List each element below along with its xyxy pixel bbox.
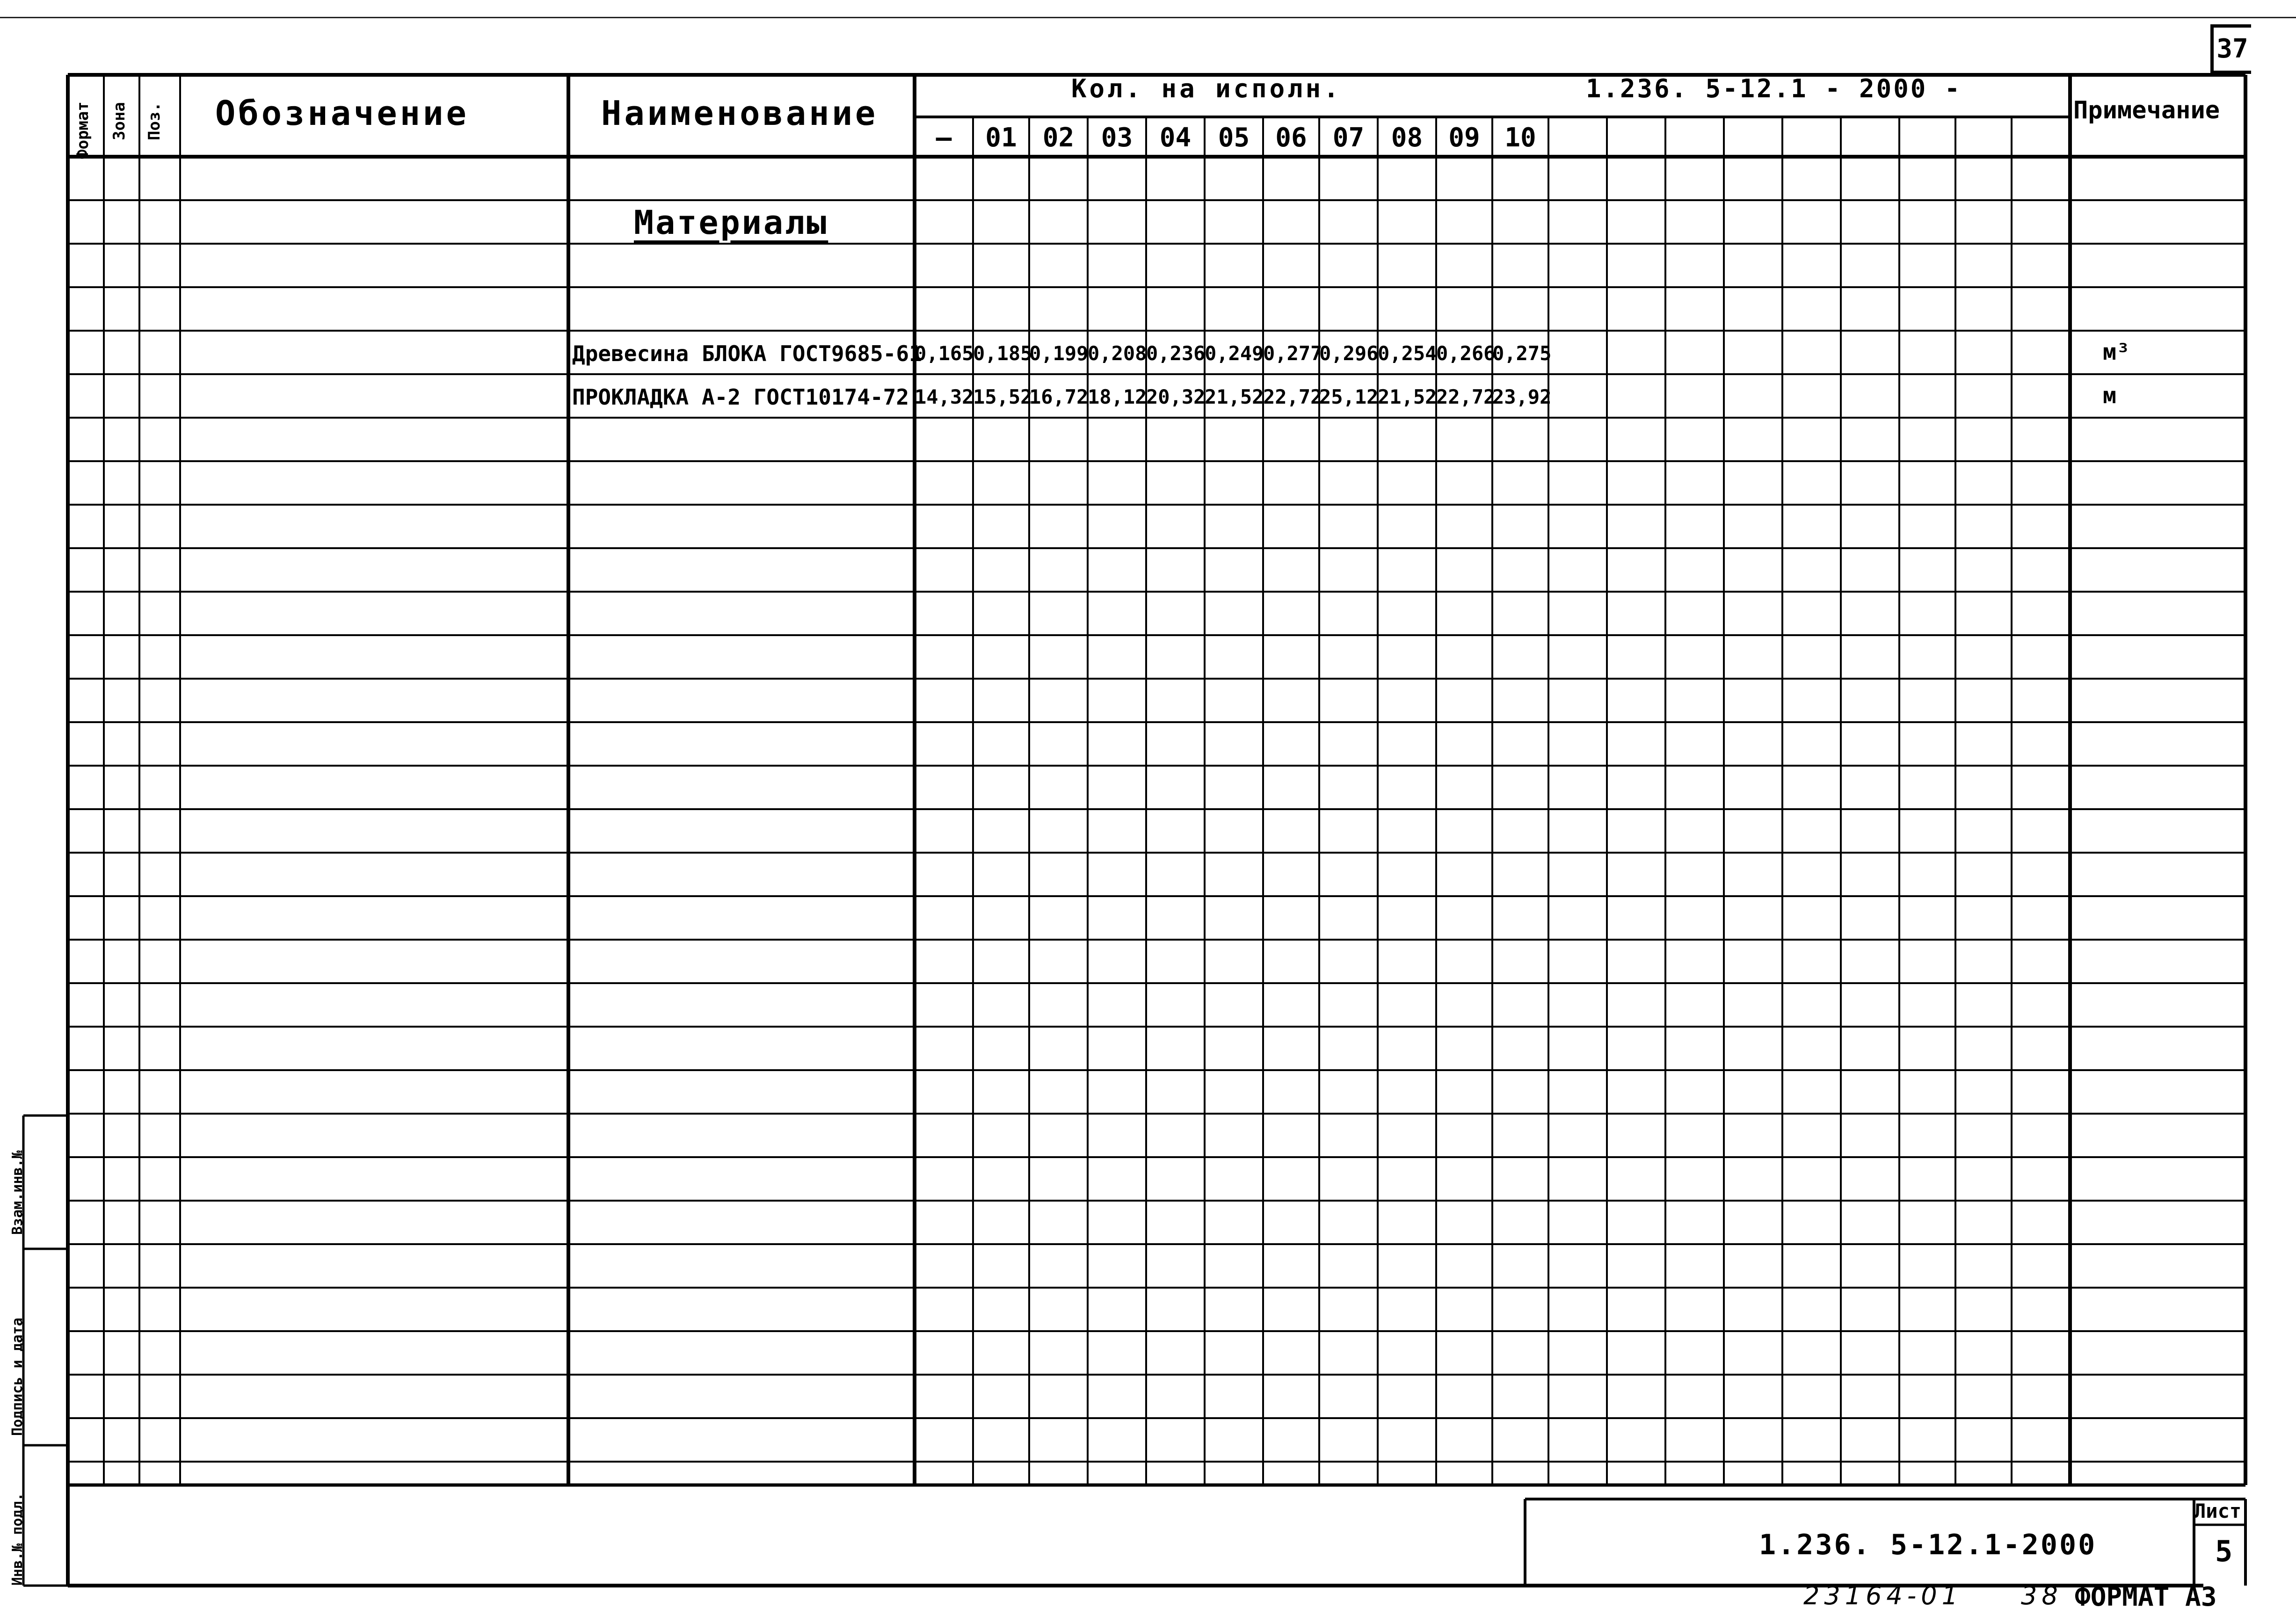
page-number: 37 bbox=[2210, 24, 2251, 74]
material-qty-cell: 0,275 bbox=[1492, 342, 1552, 365]
variant-header-4: 04 bbox=[1159, 123, 1192, 153]
material-qty-cell: 14,32 bbox=[915, 385, 974, 408]
material-qty-cell: 21,52 bbox=[1205, 385, 1264, 408]
footer-code: 1.236. 5-12.1-2000 bbox=[1759, 1529, 2097, 1561]
material-qty-cell: 25,12 bbox=[1319, 385, 1379, 408]
sheet-label: Лист bbox=[2194, 1500, 2242, 1522]
header-zone: Зона bbox=[110, 102, 129, 140]
material-qty-cell: 0,185 bbox=[973, 342, 1032, 365]
material-qty-cell: 0,165 bbox=[915, 342, 974, 365]
header-note: Примечание bbox=[2073, 96, 2220, 124]
material-qty-cell: 0,208 bbox=[1088, 342, 1147, 365]
variant-header-9: 09 bbox=[1448, 123, 1480, 153]
side-stamp-signature-date: Подпись и дата bbox=[9, 1318, 26, 1436]
material-name: ПРОКЛАДКА А-2 ГОСТ10174-72 bbox=[572, 384, 909, 410]
variant-header-7: 07 bbox=[1332, 123, 1365, 153]
material-qty-cell: 21,52 bbox=[1378, 385, 1437, 408]
variant-header-5: 05 bbox=[1218, 123, 1250, 153]
side-stamp-original-inv: Инв.№ подл. bbox=[9, 1493, 26, 1586]
header-qty-title: Кол. на исполн. bbox=[1071, 74, 1342, 103]
variant-header-2: 02 bbox=[1042, 123, 1075, 153]
material-qty-cell: 16,72 bbox=[1029, 385, 1089, 408]
material-qty-cell: 18,12 bbox=[1088, 385, 1147, 408]
material-qty-cell: 23,92 bbox=[1492, 385, 1552, 408]
variant-header-8: 08 bbox=[1391, 123, 1423, 153]
header-name: Наименование bbox=[601, 94, 879, 133]
material-qty-cell: 0,266 bbox=[1436, 342, 1496, 365]
material-qty-cell: 0,236 bbox=[1146, 342, 1206, 365]
variant-header-1: 01 bbox=[985, 123, 1017, 153]
material-qty-cell: 0,254 bbox=[1378, 342, 1437, 365]
variant-header-3: 03 bbox=[1101, 123, 1133, 153]
section-title-materials: Материалы bbox=[634, 203, 828, 242]
material-unit: м bbox=[2103, 383, 2116, 409]
header-stamp-code: 1.236. 5-12.1 - 2000 - bbox=[1586, 74, 1962, 103]
material-qty-cell: 15,52 bbox=[973, 385, 1032, 408]
side-stamp-replaced-inv: Взам.инв.№ bbox=[9, 1150, 26, 1235]
material-qty-cell: 0,249 bbox=[1205, 342, 1264, 365]
copy-number: 38 bbox=[2021, 1581, 2063, 1610]
material-qty-cell: 22,72 bbox=[1263, 385, 1322, 408]
header-designation: Обозначение bbox=[215, 94, 469, 133]
variant-header-6: 06 bbox=[1275, 123, 1307, 153]
material-unit: м³ bbox=[2103, 339, 2130, 365]
material-name: Древесина БЛОКА ГОСТ9685-61 bbox=[572, 341, 922, 366]
format-label: ФОРМАТ А3 bbox=[2075, 1582, 2217, 1612]
material-qty-cell: 0,199 bbox=[1029, 342, 1089, 365]
material-qty-cell: 0,296 bbox=[1319, 342, 1379, 365]
header-format: Формат bbox=[73, 101, 92, 159]
inventory-number: 23164-01 bbox=[1803, 1581, 1962, 1610]
material-qty-cell: 22,72 bbox=[1436, 385, 1496, 408]
material-qty-cell: 20,32 bbox=[1146, 385, 1206, 408]
variant-header-10: 10 bbox=[1504, 123, 1536, 153]
material-qty-cell: 0,277 bbox=[1263, 342, 1322, 365]
header-pos: Поз. bbox=[145, 102, 164, 140]
sheet-number: 5 bbox=[2215, 1534, 2233, 1568]
variant-header-0: — bbox=[936, 123, 952, 153]
